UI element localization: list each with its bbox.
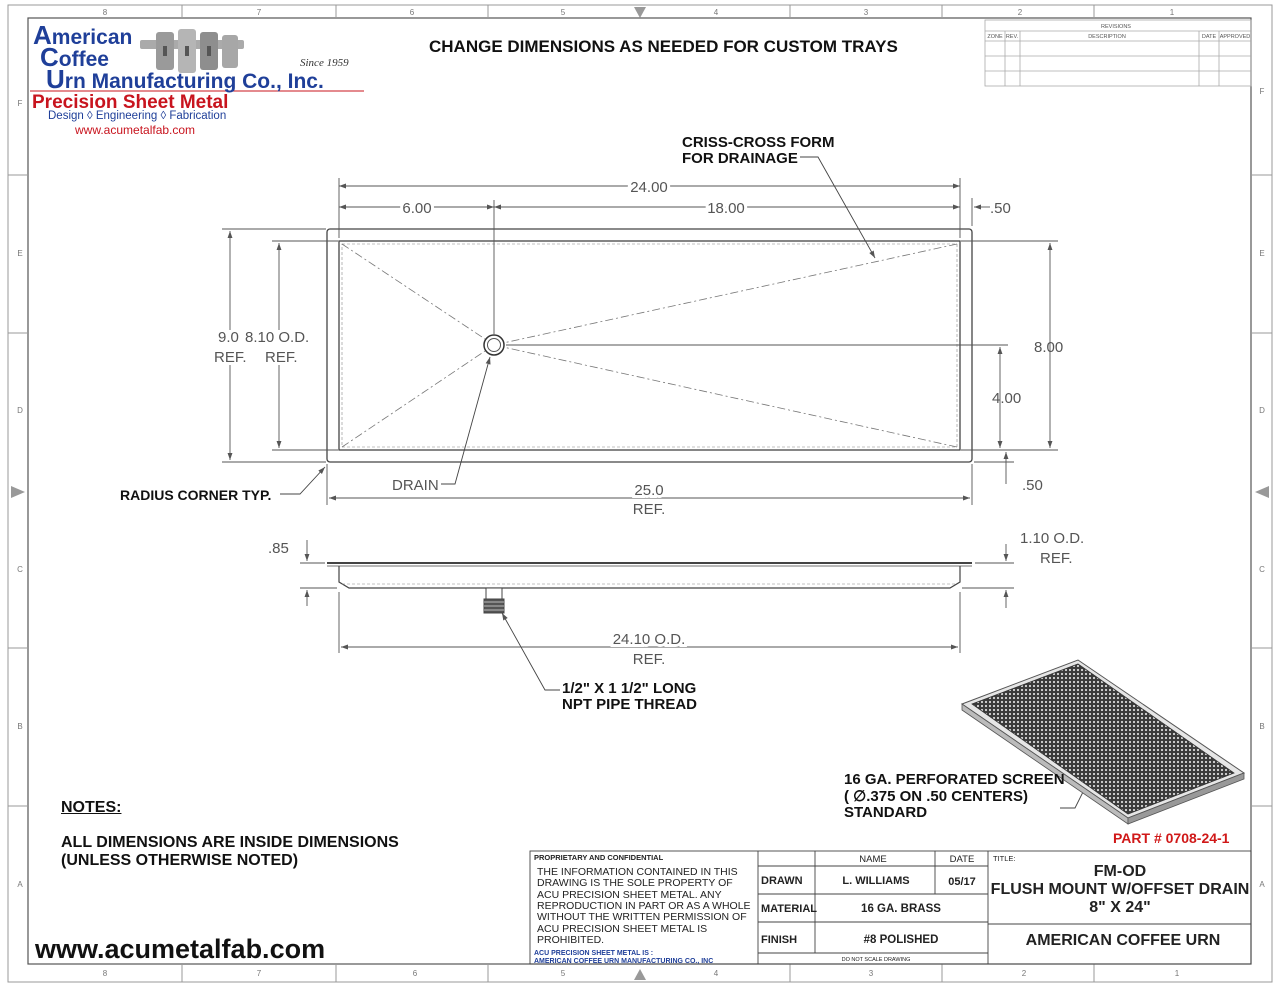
logo-tagline: Design ◊ Engineering ◊ Fabrication	[48, 110, 227, 122]
zone-top-5: 5	[560, 8, 566, 17]
callout-drain: DRAIN	[392, 477, 439, 494]
zone-top-1: 1	[1169, 8, 1175, 17]
col-name: NAME	[859, 854, 887, 865]
dim-85: .85	[268, 540, 289, 557]
rev-col-description: DESCRIPTION	[1088, 34, 1126, 40]
dim-4-00: 4.00	[992, 390, 1022, 407]
notes-line-2: (UNLESS OTHERWISE NOTED)	[61, 852, 299, 869]
zone-left-E: E	[17, 249, 23, 258]
headline: CHANGE DIMENSIONS AS NEEDED FOR CUSTOM TRAYS	[429, 37, 898, 56]
dim-24-10-ref: REF.	[632, 651, 666, 668]
drawn-name: L. WILLIAMS	[842, 875, 910, 887]
zone-bot-6: 6	[412, 969, 418, 978]
logo-url[interactable]: www.acumetalfab.com	[75, 123, 196, 137]
logo-precision-sheet-metal: Precision Sheet Metal	[32, 92, 229, 113]
zone-top-7: 7	[256, 8, 262, 17]
callout-criss-cross-1: CRISS-CROSS FORM	[682, 134, 835, 151]
proprietary-line-6: ACU PRECISION SHEET METAL IS	[537, 923, 708, 935]
dim-24-00: 24.00	[630, 179, 668, 196]
logo-urn-initial: U	[46, 64, 65, 94]
tray-inner-outline	[339, 241, 960, 450]
notes-title: NOTES:	[61, 799, 122, 816]
zone-right-B: B	[1259, 722, 1265, 731]
proprietary-foot-2: AMERICAN COFFEE URN MANUFACTURING CO., INC	[534, 958, 714, 965]
logo-coffee-initial: C	[40, 42, 59, 72]
scale-note: DO NOT SCALE DRAWING	[841, 957, 911, 963]
callout-npt-1: 1/2" X 1 1/2" LONG	[562, 680, 697, 697]
zone-bot-2: 2	[1021, 969, 1027, 978]
zone-right-A: A	[1259, 880, 1265, 889]
title-label: TITLE:	[993, 854, 1016, 863]
dim-1-10: 1.10 O.D.	[1020, 530, 1085, 547]
logo-since: Since 1959	[300, 57, 349, 69]
criss-cross-lines	[342, 244, 957, 447]
tray-outer-outline	[327, 229, 972, 462]
zone-left-D: D	[17, 406, 23, 415]
company-name: AMERICAN COFFEE URN	[1025, 932, 1221, 949]
rev-col-date: DATE	[1201, 34, 1217, 40]
zone-left-B: B	[17, 722, 23, 731]
proprietary-line-7: PROHIBITED.	[537, 934, 605, 946]
zone-top-4: 4	[713, 8, 719, 17]
zone-bot-7: 7	[256, 969, 262, 978]
drain-pipe	[486, 588, 502, 599]
zone-bot-3: 3	[868, 969, 874, 978]
dim-8-10-ref: REF.	[265, 349, 298, 366]
material-value: 16 GA. BRASS	[861, 903, 941, 915]
dim-25-0-ref: REF.	[632, 501, 666, 518]
finish-label: FINISH	[761, 934, 798, 946]
logo-urn: rn Manufacturing Co., Inc.	[64, 70, 324, 93]
zone-left-C: C	[17, 565, 23, 574]
zone-left-A: A	[17, 880, 23, 889]
title-line-1: FM-OD	[1093, 863, 1147, 880]
zone-right-D: D	[1259, 406, 1265, 415]
logo-american-rest-initial: A	[33, 20, 52, 50]
dim-9-0-ref: REF.	[214, 349, 247, 366]
zone-right-E: E	[1259, 249, 1265, 258]
logo-coffee: offee	[58, 48, 109, 71]
proprietary-line-2: DRAWING IS THE SOLE PROPERTY OF	[537, 877, 733, 889]
callout-npt-2: NPT PIPE THREAD	[562, 696, 698, 713]
dim-8-10: 8.10 O.D.	[245, 329, 310, 346]
zone-right-C: C	[1259, 565, 1265, 574]
notes-line-1: ALL DIMENSIONS ARE INSIDE DIMENSIONS	[61, 834, 399, 851]
zone-top-8: 8	[102, 8, 108, 17]
zone-top-2: 2	[1017, 8, 1023, 17]
zone-bot-4: 4	[713, 969, 719, 978]
rev-col-rev: REV.	[1005, 34, 1019, 40]
dim-bottom-50: .50	[1022, 477, 1043, 494]
dim-8-00: 8.00	[1034, 339, 1064, 356]
proprietary-line-4: REPRODUCTION IN PART OR AS A WHOLE	[537, 900, 751, 912]
zone-right-F: F	[1259, 87, 1265, 96]
col-date: DATE	[949, 854, 975, 865]
logo-line-urn	[46, 64, 324, 95]
zone-left-F: F	[17, 99, 23, 108]
proprietary-line-3: ACU PRECISION SHEET METAL. ANY	[537, 889, 722, 901]
logo-american-rest: merican	[51, 26, 133, 49]
top-view-dimensions	[222, 178, 1058, 505]
tray-side-view	[327, 563, 972, 613]
dim-24-10: 24.10 O.D.	[612, 631, 686, 648]
drawn-label: DRAWN	[761, 875, 803, 887]
callout-screen-3: STANDARD	[844, 804, 928, 821]
dim-25-0: 25.0	[634, 482, 664, 499]
zone-bot-8: 8	[102, 969, 108, 978]
dim-18-00: 18.00	[707, 200, 745, 217]
drawn-date: 05/17	[948, 876, 976, 888]
callout-radius-corner: RADIUS CORNER TYP.	[120, 487, 272, 503]
revisions-title: REVISIONS	[1101, 24, 1131, 30]
callout-criss-cross-2: FOR DRAINAGE	[682, 150, 798, 167]
dim-9-0: 9.0	[218, 329, 239, 346]
material-label: MATERIAL	[761, 903, 818, 915]
zone-top-6: 6	[409, 8, 415, 17]
finish-value: #8 POLISHED	[863, 934, 939, 946]
proprietary-line-1: THE INFORMATION CONTAINED IN THIS	[537, 866, 738, 878]
dim-6-00: 6.00	[402, 200, 432, 217]
dim-1-10-ref: REF.	[1040, 550, 1073, 567]
rev-col-zone: ZONE	[987, 34, 1003, 40]
tray-top-view	[327, 229, 972, 462]
proprietary-title: PROPRIETARY AND CONFIDENTIAL	[534, 853, 664, 862]
zone-top-3: 3	[863, 8, 869, 17]
title-line-3: 8" X 24"	[1089, 899, 1151, 916]
part-number: PART # 0708-24-1	[1113, 830, 1230, 846]
proprietary-line-5: WITHOUT THE WRITTEN PERMISSION OF	[537, 911, 747, 923]
callout-screen-1: 16 GA. PERFORATED SCREEN	[844, 771, 1065, 788]
zone-bot-1: 1	[1174, 969, 1180, 978]
title-line-2: FLUSH MOUNT W/OFFSET DRAIN	[990, 881, 1250, 898]
zone-bot-5: 5	[560, 969, 566, 978]
dim-right-50: .50	[990, 200, 1011, 217]
proprietary-foot-1: ACU PRECISION SHEET METAL IS :	[534, 950, 654, 957]
callout-screen-2: ( ∅.375 ON .50 CENTERS)	[844, 788, 1028, 805]
rev-col-approved: APPROVED	[1219, 34, 1251, 40]
footer-url[interactable]: www.acumetalfab.com	[35, 934, 326, 964]
